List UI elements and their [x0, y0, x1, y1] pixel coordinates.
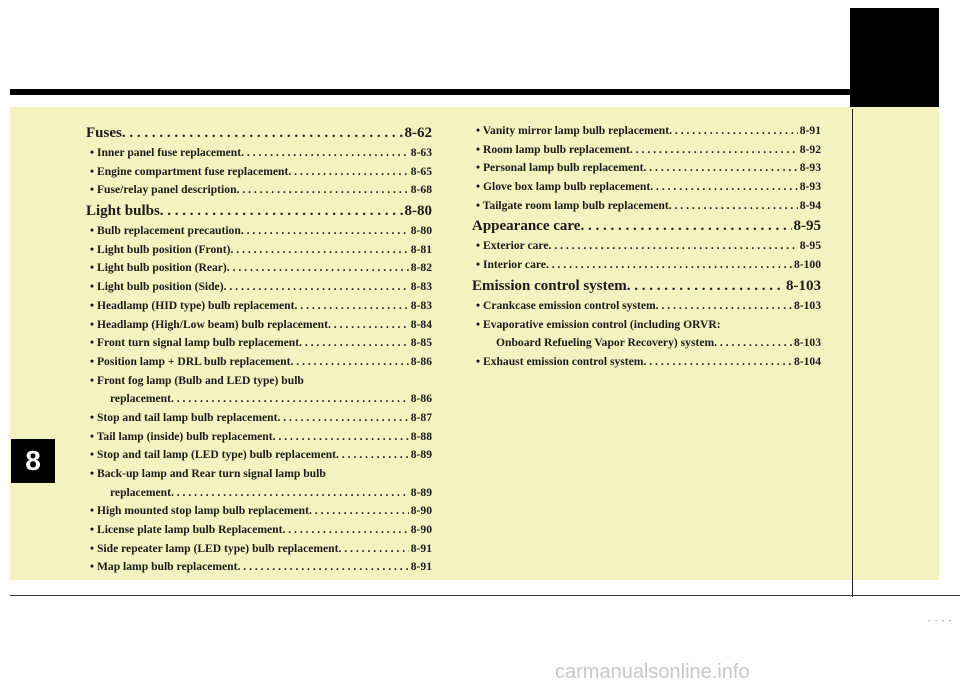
toc-entry[interactable]: • Room lamp bulb replacement . . . 8-92 — [472, 141, 821, 160]
toc-entry[interactable]: • Vanity mirror lamp bulb replacement . . . 8-91 — [472, 122, 821, 141]
toc-entry[interactable]: • Light bulb position (Front) . . . 8-81 — [86, 241, 432, 260]
toc-entry[interactable]: • Exhaust emission control system . . . 8-104 — [472, 353, 821, 372]
toc-entry-line1[interactable]: • Evaporative emission control (including ORVR: — [476, 317, 721, 331]
section-page: 8-62 — [404, 125, 432, 141]
watermark: carmanualsonline.info — [555, 661, 750, 683]
toc-entry[interactable]: • Crankcase emission control system . . . 8-103 — [472, 297, 821, 316]
toc-entry[interactable]: replacement . . . 8-86 — [86, 390, 432, 409]
toc-entry[interactable]: • Map lamp bulb replacement . . . 8-91 — [86, 558, 432, 577]
toc-entry[interactable]: • Front turn signal lamp bulb replacement . . . 8-85 — [86, 334, 432, 353]
toc-entry[interactable]: • Side repeater lamp (LED type) bulb replacement . . . 8-91 — [86, 540, 432, 559]
toc-entry[interactable]: • Exterior care . . . 8-95 — [472, 237, 821, 256]
toc-entry[interactable]: replacement . . . 8-89 — [86, 484, 432, 503]
toc-entry[interactable]: • Inner panel fuse replacement . . . 8-63 — [86, 144, 432, 163]
toc-entry[interactable]: • Headlamp (HID type) bulb replacement . . . 8-83 — [86, 297, 432, 316]
toc-entry[interactable]: • Bulb replacement precaution . . . 8-80 — [86, 222, 432, 241]
toc-entry[interactable]: • High mounted stop lamp bulb replacement . . . 8-90 — [86, 502, 432, 521]
toc-entry[interactable]: • Tail lamp (inside) bulb replacement . . . 8-88 — [86, 428, 432, 447]
section-title: Fuses — [86, 125, 122, 141]
chapter-marker: 8 — [11, 439, 55, 483]
toc-entry[interactable]: • Position lamp + DRL bulb replacement . . . 8-86 — [86, 353, 432, 372]
section-page: 8-95 — [793, 218, 821, 235]
toc-entry[interactable]: • Light bulb position (Rear) . . . 8-82 — [86, 259, 432, 278]
toc-section-emission-control[interactable] — [472, 275, 821, 297]
toc-section-light-bulbs[interactable] — [86, 200, 432, 222]
section-title: Emission control system — [472, 277, 627, 294]
toc-entry[interactable]: • Fuse/relay panel description . . . 8-68 — [86, 181, 432, 200]
toc-entry[interactable]: • Light bulb position (Side) . . . 8-83 — [86, 278, 432, 297]
toc-entry[interactable]: • Engine compartment fuse replacement . . . 8-65 — [86, 163, 432, 182]
toc-entry[interactable]: • Headlamp (High/Low beam) bulb replacement . . . 8-84 — [86, 316, 432, 335]
toc-entry-line1[interactable]: • Front fog lamp (Bulb and LED type) bulb — [90, 373, 304, 387]
page-number-fragment: - - - - — [928, 616, 953, 625]
bottom-rule — [10, 595, 960, 596]
toc-entry-line1[interactable]: • Back-up lamp and Rear turn signal lamp bulb — [90, 467, 326, 480]
toc-entry[interactable]: Onboard Refueling Vapor Recovery) system . . . 8-103 — [472, 334, 821, 353]
section-page: 8-103 — [786, 277, 821, 294]
toc-entry[interactable]: • Glove box lamp bulb replacement . . . 8-93 — [472, 178, 821, 197]
toc-section-appearance-care[interactable] — [472, 215, 821, 237]
section-title: Appearance care — [472, 218, 581, 235]
toc-column-right — [472, 122, 821, 372]
top-rule — [10, 89, 939, 95]
section-page: 8-80 — [404, 203, 432, 220]
toc-entry[interactable]: • Stop and tail lamp (LED type) bulb replacement . . . 8-89 — [86, 446, 432, 465]
section-title: Light bulbs — [86, 203, 160, 220]
toc-section-fuses[interactable] — [86, 122, 432, 144]
toc-entry[interactable]: • Stop and tail lamp bulb replacement . . . 8-87 — [86, 409, 432, 428]
toc-entry[interactable]: • Tailgate room lamp bulb replacement . . . 8-94 — [472, 197, 821, 216]
toc-entry[interactable]: • Interior care . . . 8-100 — [472, 256, 821, 275]
margin-divider — [852, 109, 853, 597]
toc-entry[interactable]: • License plate lamp bulb Replacement . . . 8-90 — [86, 521, 432, 540]
toc-column-left — [86, 122, 432, 577]
toc-entry[interactable]: • Personal lamp bulb replacement . . . 8-93 — [472, 159, 821, 178]
